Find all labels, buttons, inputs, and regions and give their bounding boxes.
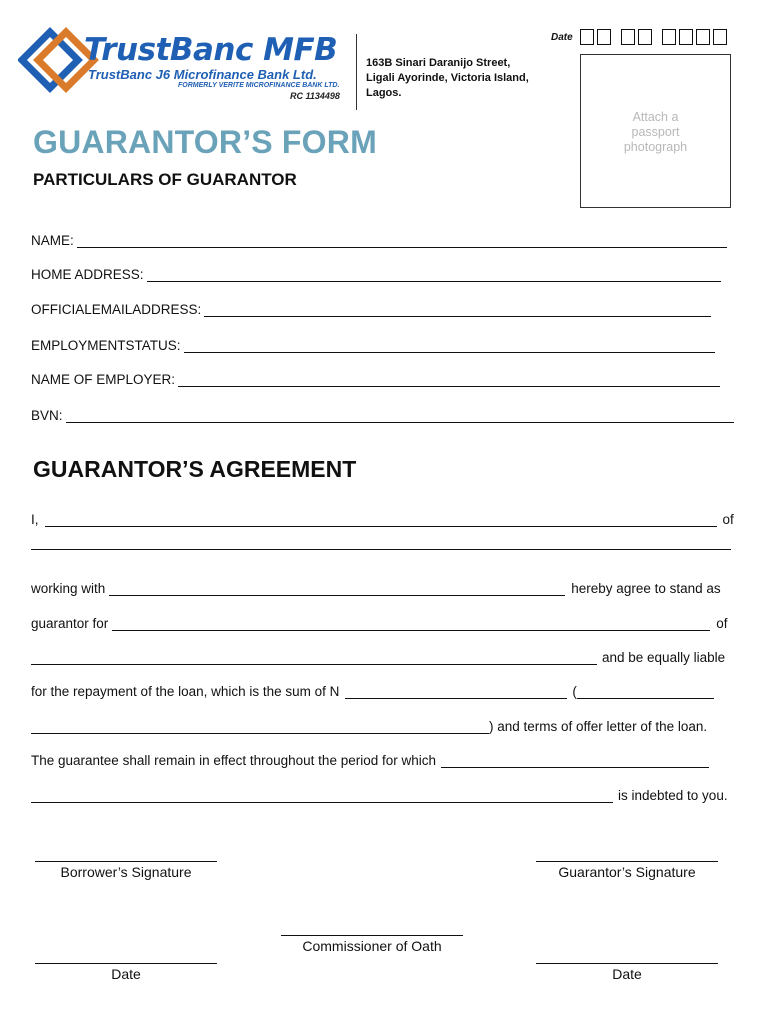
agreement-line-9[interactable]: [31, 788, 728, 803]
bank-address: [366, 56, 529, 101]
borrower-date[interactable]: [35, 963, 217, 982]
date-year-box[interactable]: [713, 29, 727, 45]
repayment-label: for the repayment of the loan, which is the sum of N: [31, 684, 340, 699]
guarantor-date[interactable]: [536, 963, 718, 982]
commissioner-signature[interactable]: [281, 935, 463, 954]
agreement-line-6[interactable]: [31, 684, 714, 699]
name-field[interactable]: [31, 233, 727, 248]
bvn-field[interactable]: [31, 408, 734, 423]
official-email-field[interactable]: [31, 302, 711, 317]
of-label: of: [716, 616, 728, 631]
working-with-label: working with: [31, 581, 106, 596]
terms-label: ) and terms of offer letter of the loan.: [489, 719, 708, 734]
home-address-label: HOME ADDRESS:: [31, 267, 144, 282]
section-subtitle: PARTICULARS OF GUARANTOR: [33, 170, 297, 189]
employment-status-field[interactable]: [31, 338, 715, 353]
of-label: of: [722, 512, 734, 527]
guarantor-signature-label: Guarantor’s Signature: [558, 864, 696, 880]
brand-rc-number: RC 1134498: [290, 91, 340, 101]
indebted-label: is indebted to you.: [618, 788, 728, 803]
form-title: GUARANTOR’S FORM: [33, 124, 377, 160]
date-year-box[interactable]: [662, 29, 676, 45]
address-line: Ligali Ayorinde, Victoria Island,: [366, 72, 529, 84]
name-label: NAME:: [31, 233, 74, 248]
agreement-line-2[interactable]: [31, 548, 731, 550]
open-paren: (: [572, 684, 577, 699]
bvn-label: BVN:: [31, 408, 63, 423]
agreement-line-7[interactable]: [31, 719, 707, 734]
agreement-line-8[interactable]: [31, 753, 709, 768]
guarantee-effect-label: The guarantee shall remain in effect throughout the period for which: [31, 753, 436, 768]
borrower-signature-label: Borrower’s Signature: [60, 864, 192, 880]
date-left-label: Date: [111, 966, 141, 982]
employer-name-label: NAME OF EMPLOYER:: [31, 372, 176, 387]
brand-former-name: FORMERLY VERITE MICROFINANCE BANK LTD.: [178, 82, 340, 89]
official-email-label: OFFICIALEMAILADDRESS:: [31, 302, 202, 317]
brand-name: TrustBanc MFB: [84, 32, 338, 68]
passport-photo-box[interactable]: [580, 54, 731, 208]
agreement-line-5[interactable]: [31, 650, 725, 665]
date-right-label: Date: [612, 966, 642, 982]
date-label: Date: [551, 32, 573, 43]
date-day-box[interactable]: [597, 29, 611, 45]
header-divider: [356, 34, 357, 110]
employer-name-field[interactable]: [31, 372, 720, 387]
i-label: I,: [31, 512, 39, 527]
agreement-line-1[interactable]: [31, 512, 734, 527]
hereby-label: hereby agree to stand as: [571, 581, 721, 596]
borrower-signature[interactable]: [35, 861, 217, 880]
date-month-box[interactable]: [621, 29, 635, 45]
agreement-line-3[interactable]: [31, 581, 721, 596]
address-line: 163B Sinari Daranijo Street,: [366, 57, 511, 69]
equally-liable-label: and be equally liable: [602, 650, 726, 665]
address-line: Lagos.: [366, 87, 402, 99]
guarantor-signature[interactable]: [536, 861, 718, 880]
photo-hint: photograph: [623, 140, 688, 154]
photo-hint: Attach a: [632, 110, 679, 124]
employment-status-label: EMPLOYMENTSTATUS:: [31, 338, 181, 353]
photo-hint: passport: [631, 125, 680, 139]
brand-subtitle: TrustBanc J6 Microfinance Bank Ltd.: [88, 67, 317, 82]
home-address-field[interactable]: [31, 267, 721, 282]
date-day-box[interactable]: [580, 29, 594, 45]
date-month-box[interactable]: [638, 29, 652, 45]
commissioner-label: Commissioner of Oath: [302, 938, 442, 954]
agreement-line-4[interactable]: [31, 616, 728, 631]
guarantor-for-label: guarantor for: [31, 616, 109, 631]
agreement-title: GUARANTOR’S AGREEMENT: [33, 456, 357, 482]
date-year-box[interactable]: [696, 29, 710, 45]
date-year-box[interactable]: [679, 29, 693, 45]
